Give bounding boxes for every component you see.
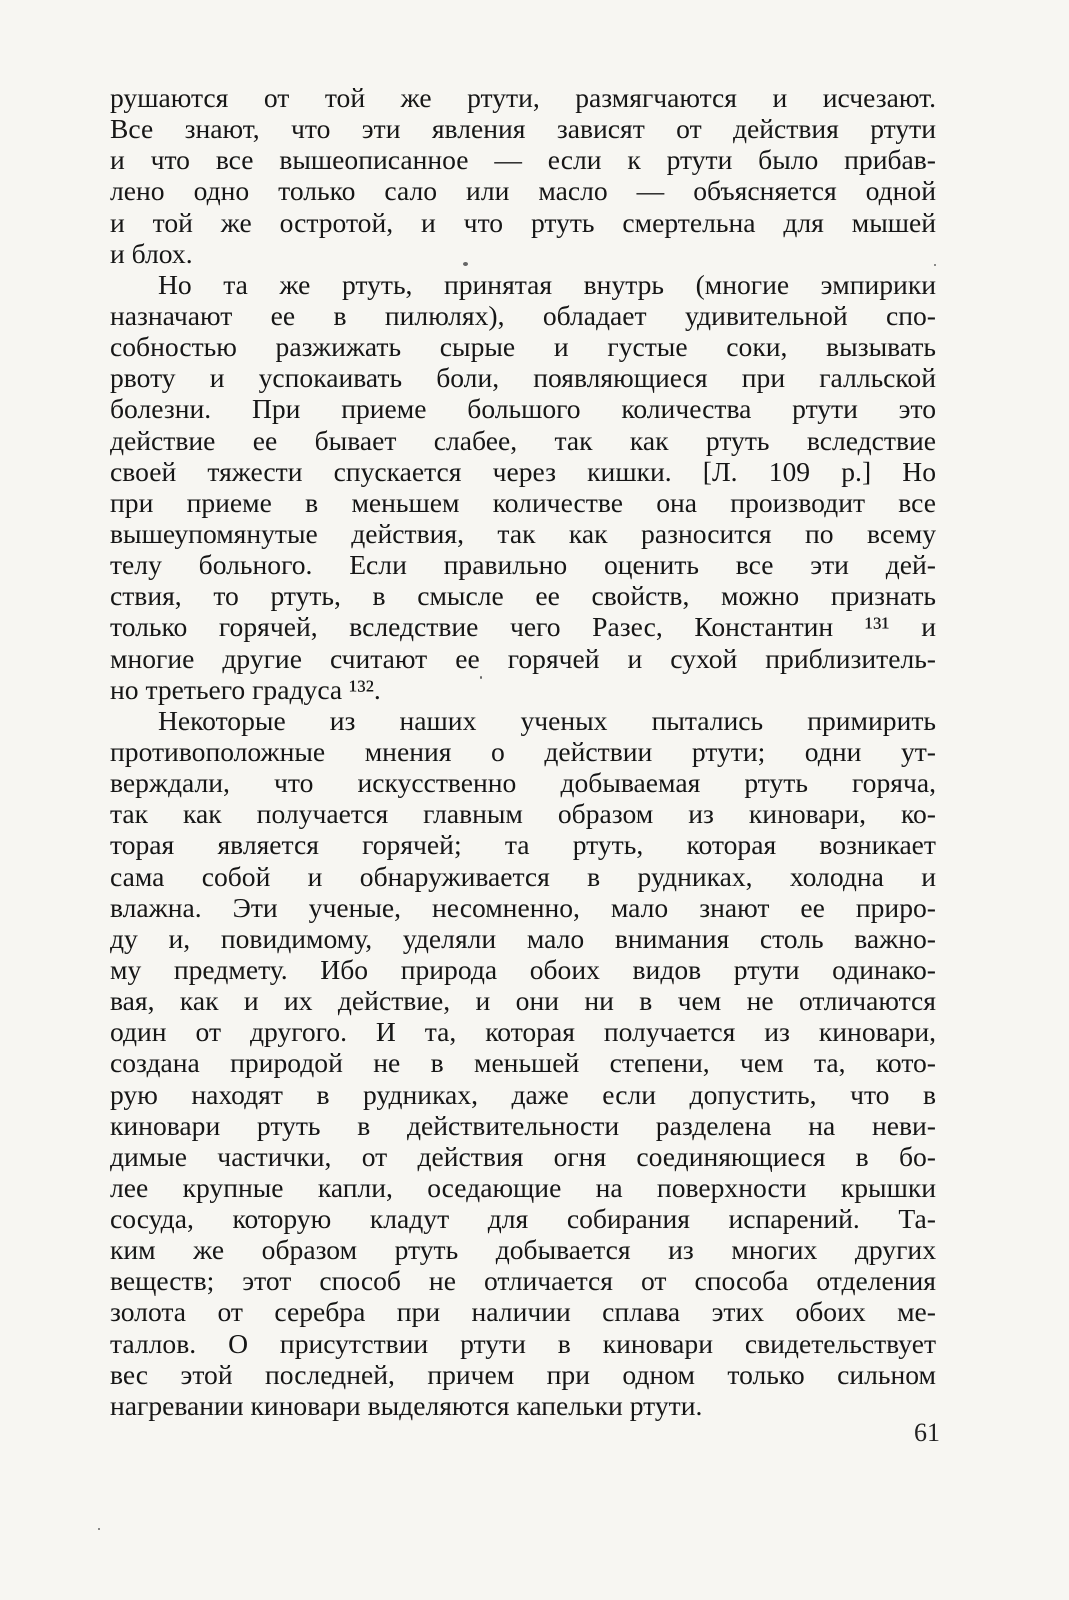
- text-line: сама собой и обнаруживается в рудниках, холодна и: [110, 860, 936, 892]
- text-line: но третьего градуса ¹³².: [110, 673, 381, 705]
- text-line: телу больного. Если правильно оценить все эти дей-: [110, 549, 936, 581]
- text-line: влажна. Эти ученые, несомненно, мало знают ее приро-: [110, 891, 936, 923]
- text-line: веществ; этот способ не отличается от способа отделения: [110, 1265, 936, 1297]
- text-line: и что все вышеописанное — если к ртути было прибав-: [110, 144, 936, 176]
- text-line: болезни. При приеме большого количества ртути это: [110, 393, 936, 425]
- scan-speck: [934, 264, 936, 266]
- text-line: му предмету. Ибо природа обоих видов ртути одинако-: [110, 953, 936, 985]
- text-line: рую находят в рудниках, даже если допустить, что в: [110, 1078, 936, 1110]
- text-line: и той же остротой, и что ртуть смертельна для мышей: [110, 206, 936, 238]
- text-line: верждали, что искусственно добываемая ртуть горяча,: [110, 767, 936, 799]
- text-line: вая, как и их действие, и они ни в чем не отличаются: [110, 985, 936, 1017]
- text-line: лено одно только сало или масло — объясняется одной: [110, 175, 936, 207]
- text-line: Но та же ртуть, принятая внутрь (многие эмпирики: [158, 268, 936, 300]
- text-line: торая является горячей; та ртуть, которая возникает: [110, 829, 936, 861]
- text-line: таллов. О присутствии ртути в киновари свидетельствует: [110, 1327, 936, 1359]
- text-line: противоположные мнения о действии ртути; одни ут-: [110, 735, 936, 767]
- text-line: вышеупомянутые действия, так как разносится по всему: [110, 517, 936, 549]
- scan-speck: [463, 262, 468, 266]
- text-line: ким же образом ртуть добывается из многих других: [110, 1234, 936, 1266]
- text-line: при приеме в меньшем количестве она производит все: [110, 486, 936, 518]
- text-line: многие другие считают ее горячей и сухой приблизитель-: [110, 642, 936, 674]
- text-line: создана природой не в меньшей степени, чем та, кото-: [110, 1047, 936, 1079]
- text-line: рвоту и успокаивать боли, появляющиеся при галльской: [110, 362, 936, 394]
- text-line: и блох.: [110, 237, 193, 269]
- text-line: только горячей, вследствие чего Разес, Константин ¹³¹ и: [110, 611, 936, 643]
- scan-speck: [480, 676, 482, 679]
- text-line: своей тяжести спускается через кишки. [Л. 109 р.] Но: [110, 455, 936, 487]
- text-line: рушаются от той же ртути, размягчаются и исчезают.: [110, 82, 936, 113]
- text-line: золота от серебра при наличии сплава этих обоих ме-: [110, 1296, 936, 1328]
- text-line: ду и, повидимому, уделяли мало внимания столь важно-: [110, 922, 936, 954]
- text-line: сосуда, которую кладут для собирания испарений. Та-: [110, 1203, 936, 1235]
- text-line: собностью разжижать сырые и густые соки, вызывать: [110, 331, 936, 363]
- text-line: вес этой последней, причем при одном только сильном: [110, 1358, 936, 1390]
- page-number: 61: [914, 1418, 940, 1447]
- text-line: действие ее бывает слабее, так как ртуть вследствие: [110, 424, 936, 456]
- text-line: димые частички, от действия огня соединяющиеся в бо-: [110, 1140, 936, 1172]
- text-line: лее крупные капли, оседающие на поверхности крышки: [110, 1171, 936, 1203]
- text-line: киновари ртуть в действительности разделена на неви-: [110, 1109, 936, 1141]
- text-line: назначают ее в пилюлях), обладает удивительной спо-: [110, 299, 936, 331]
- text-line: Все знают, что эти явления зависят от действия ртути: [110, 113, 936, 145]
- text-line: один от другого. И та, которая получается из киновари,: [110, 1016, 936, 1048]
- text-line: нагревании киновари выделяются капельки ртути.: [110, 1389, 703, 1421]
- scan-speck: [98, 1528, 100, 1530]
- text-line: ствия, то ртуть, в смысле ее свойств, можно признать: [110, 580, 936, 612]
- text-line: так как получается главным образом из киновари, ко-: [110, 798, 936, 830]
- body-text: [110, 82, 936, 1421]
- text-line: Некоторые из наших ученых пытались примирить: [158, 704, 936, 736]
